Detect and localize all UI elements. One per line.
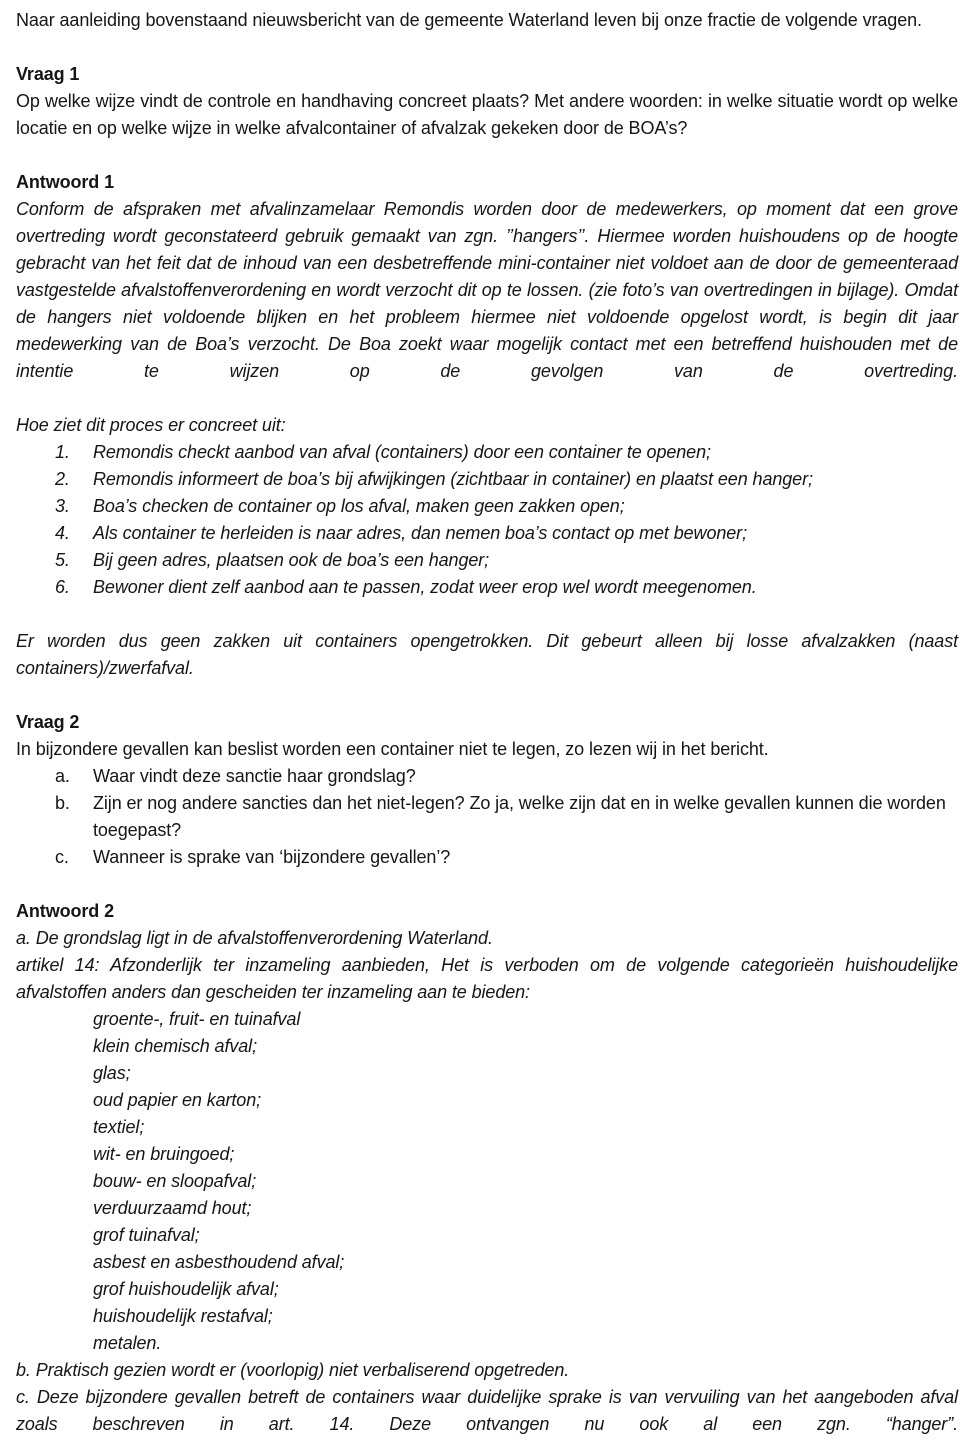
category-item: glas; [93,1063,131,1083]
category-item: verduurzaamd hout; [93,1198,252,1218]
antwoord-2-item-a: a. De grondslag ligt in de afvalstoffenverordening Waterland. [16,928,493,948]
blank-line [16,682,958,709]
list-marker: 4. [55,523,70,543]
list-item [55,844,958,871]
blank-line [16,601,958,628]
vraag-2-list [16,763,958,871]
vraag-2-heading: Vraag 2 [16,712,80,732]
vraag-2-intro: In bijzondere gevallen kan beslist worden een container niet te legen, zo lezen wij in het bericht. [16,739,769,759]
list-item [55,439,958,466]
note-paragraph: Er worden dus geen zakken uit containers opengetrokken. Dit gebeurt alleen bij losse afvalzakken (naast containers)/zwerfafval. [16,631,958,678]
list-marker: b. [55,793,70,813]
list-item-text: Als container te herleiden is naar adres, dan nemen boa’s contact op met bewoner; [93,523,747,543]
antwoord-2-artikel: artikel 14: Afzonderlijk ter inzameling aanbieden, Het is verboden om de volgende categorieën huishoudelijke afvalstoffen anders dan gescheiden ter inzameling aan te bieden: [16,955,958,1002]
list-marker: 5. [55,550,70,570]
list-marker: 6. [55,577,70,597]
category-item: bouw- en sloopafval; [93,1171,257,1191]
category-item: metalen. [93,1333,162,1353]
list-item [55,466,958,493]
category-item: grof huishoudelijk afval; [93,1279,279,1299]
antwoord-2-heading: Antwoord 2 [16,901,114,921]
category-item: wit- en bruingoed; [93,1144,235,1164]
list-item [55,574,958,601]
list-marker: 2. [55,469,70,489]
list-marker: 3. [55,496,70,516]
list-item-text: Waar vindt deze sanctie haar grondslag? [93,766,416,786]
list-item [55,493,958,520]
intro-paragraph: Naar aanleiding bovenstaand nieuwsbericht van de gemeente Waterland leven bij onze fractie de volgende vragen. [16,10,922,30]
antwoord-2-item-b: b. Praktisch gezien wordt er (voorlopig) niet verbaliserend opgetreden. [16,1360,570,1380]
list-item-text: Remondis checkt aanbod van afval (containers) door een container te openen; [93,442,711,462]
blank-line [16,385,958,412]
list-item-text: Boa’s checken de container op los afval, maken geen zakken open; [93,496,625,516]
vraag-1-body: Op welke wijze vindt de controle en handhaving concreet plaats? Met andere woorden: in welke situatie wordt op welke locatie en op welke wijze in welke afvalcontainer of afvalzak gekeken door de BOA’s? [16,91,958,138]
proces-list [16,439,958,601]
antwoord-1-heading: Antwoord 1 [16,172,114,192]
list-item-text: Bij geen adres, plaatsen ook de boa’s een hanger; [93,550,490,570]
category-item: grof tuinafval; [93,1225,200,1245]
antwoord-1-body: Conform de afspraken met afvalinzamelaar Remondis worden door de medewerkers, op moment dat een grove overtreding wordt geconstateerd gebruik gemaakt van zgn. ’’hangers’’. Hiermee worden huishoudens op de hoogte gebracht van het feit dat de inhoud van een desbetreffende mini-container niet voldoet aan de door de gemeenteraad vastgestelde afvalstoffenverordening en wordt verzocht dit op te lossen. (zie foto’s van overtredingen in bijlage). Omdat de hangers niet voldoende blijken en het probleem hiermee niet voldoende opgelost wordt, is begin dit jaar medewerking van de Boa’s verzocht. De Boa zoekt waar mogelijk contact met een betreffend huishouden met de intentie te wijzen op de gevolgen van de overtreding. [16,199,958,381]
list-item-text: Zijn er nog andere sancties dan het niet-legen? Zo ja, welke zijn dat en in welke gevallen kunnen die worden toegepast? [93,793,946,840]
blank-line [16,142,958,169]
category-item: huishoudelijk restafval; [93,1306,273,1326]
blank-line [16,34,958,61]
category-item: asbest en asbesthoudend afval; [93,1252,345,1272]
list-item [55,763,958,790]
list-item-text: Wanneer is sprake van ‘bijzondere gevallen’? [93,847,451,867]
list-marker: c. [55,847,69,867]
category-item: klein chemisch afval; [93,1036,257,1056]
category-item: textiel; [93,1117,145,1137]
list-item [55,790,958,844]
list-item [55,520,958,547]
proces-intro: Hoe ziet dit proces er concreet uit: [16,415,286,435]
list-item [55,547,958,574]
list-marker: a. [55,766,70,786]
list-item-text: Bewoner dient zelf aanbod aan te passen, zodat weer erop wel wordt meegenomen. [93,577,757,597]
blank-line [16,871,958,898]
category-list [16,1006,958,1357]
category-item: oud papier en karton; [93,1090,262,1110]
list-marker: 1. [55,442,70,462]
vraag-1-heading: Vraag 1 [16,64,80,84]
list-item-text: Remondis informeert de boa’s bij afwijkingen (zichtbaar in container) en plaatst een hanger; [93,469,813,489]
antwoord-2-item-c: c. Deze bijzondere gevallen betreft de containers waar duidelijke sprake is van vervuiling van het aangeboden afval zoals beschreven in art. 14. Deze ontvangen nu ook al een zgn. “hanger”. [16,1387,958,1434]
category-item: groente-, fruit- en tuinafval [93,1009,301,1029]
